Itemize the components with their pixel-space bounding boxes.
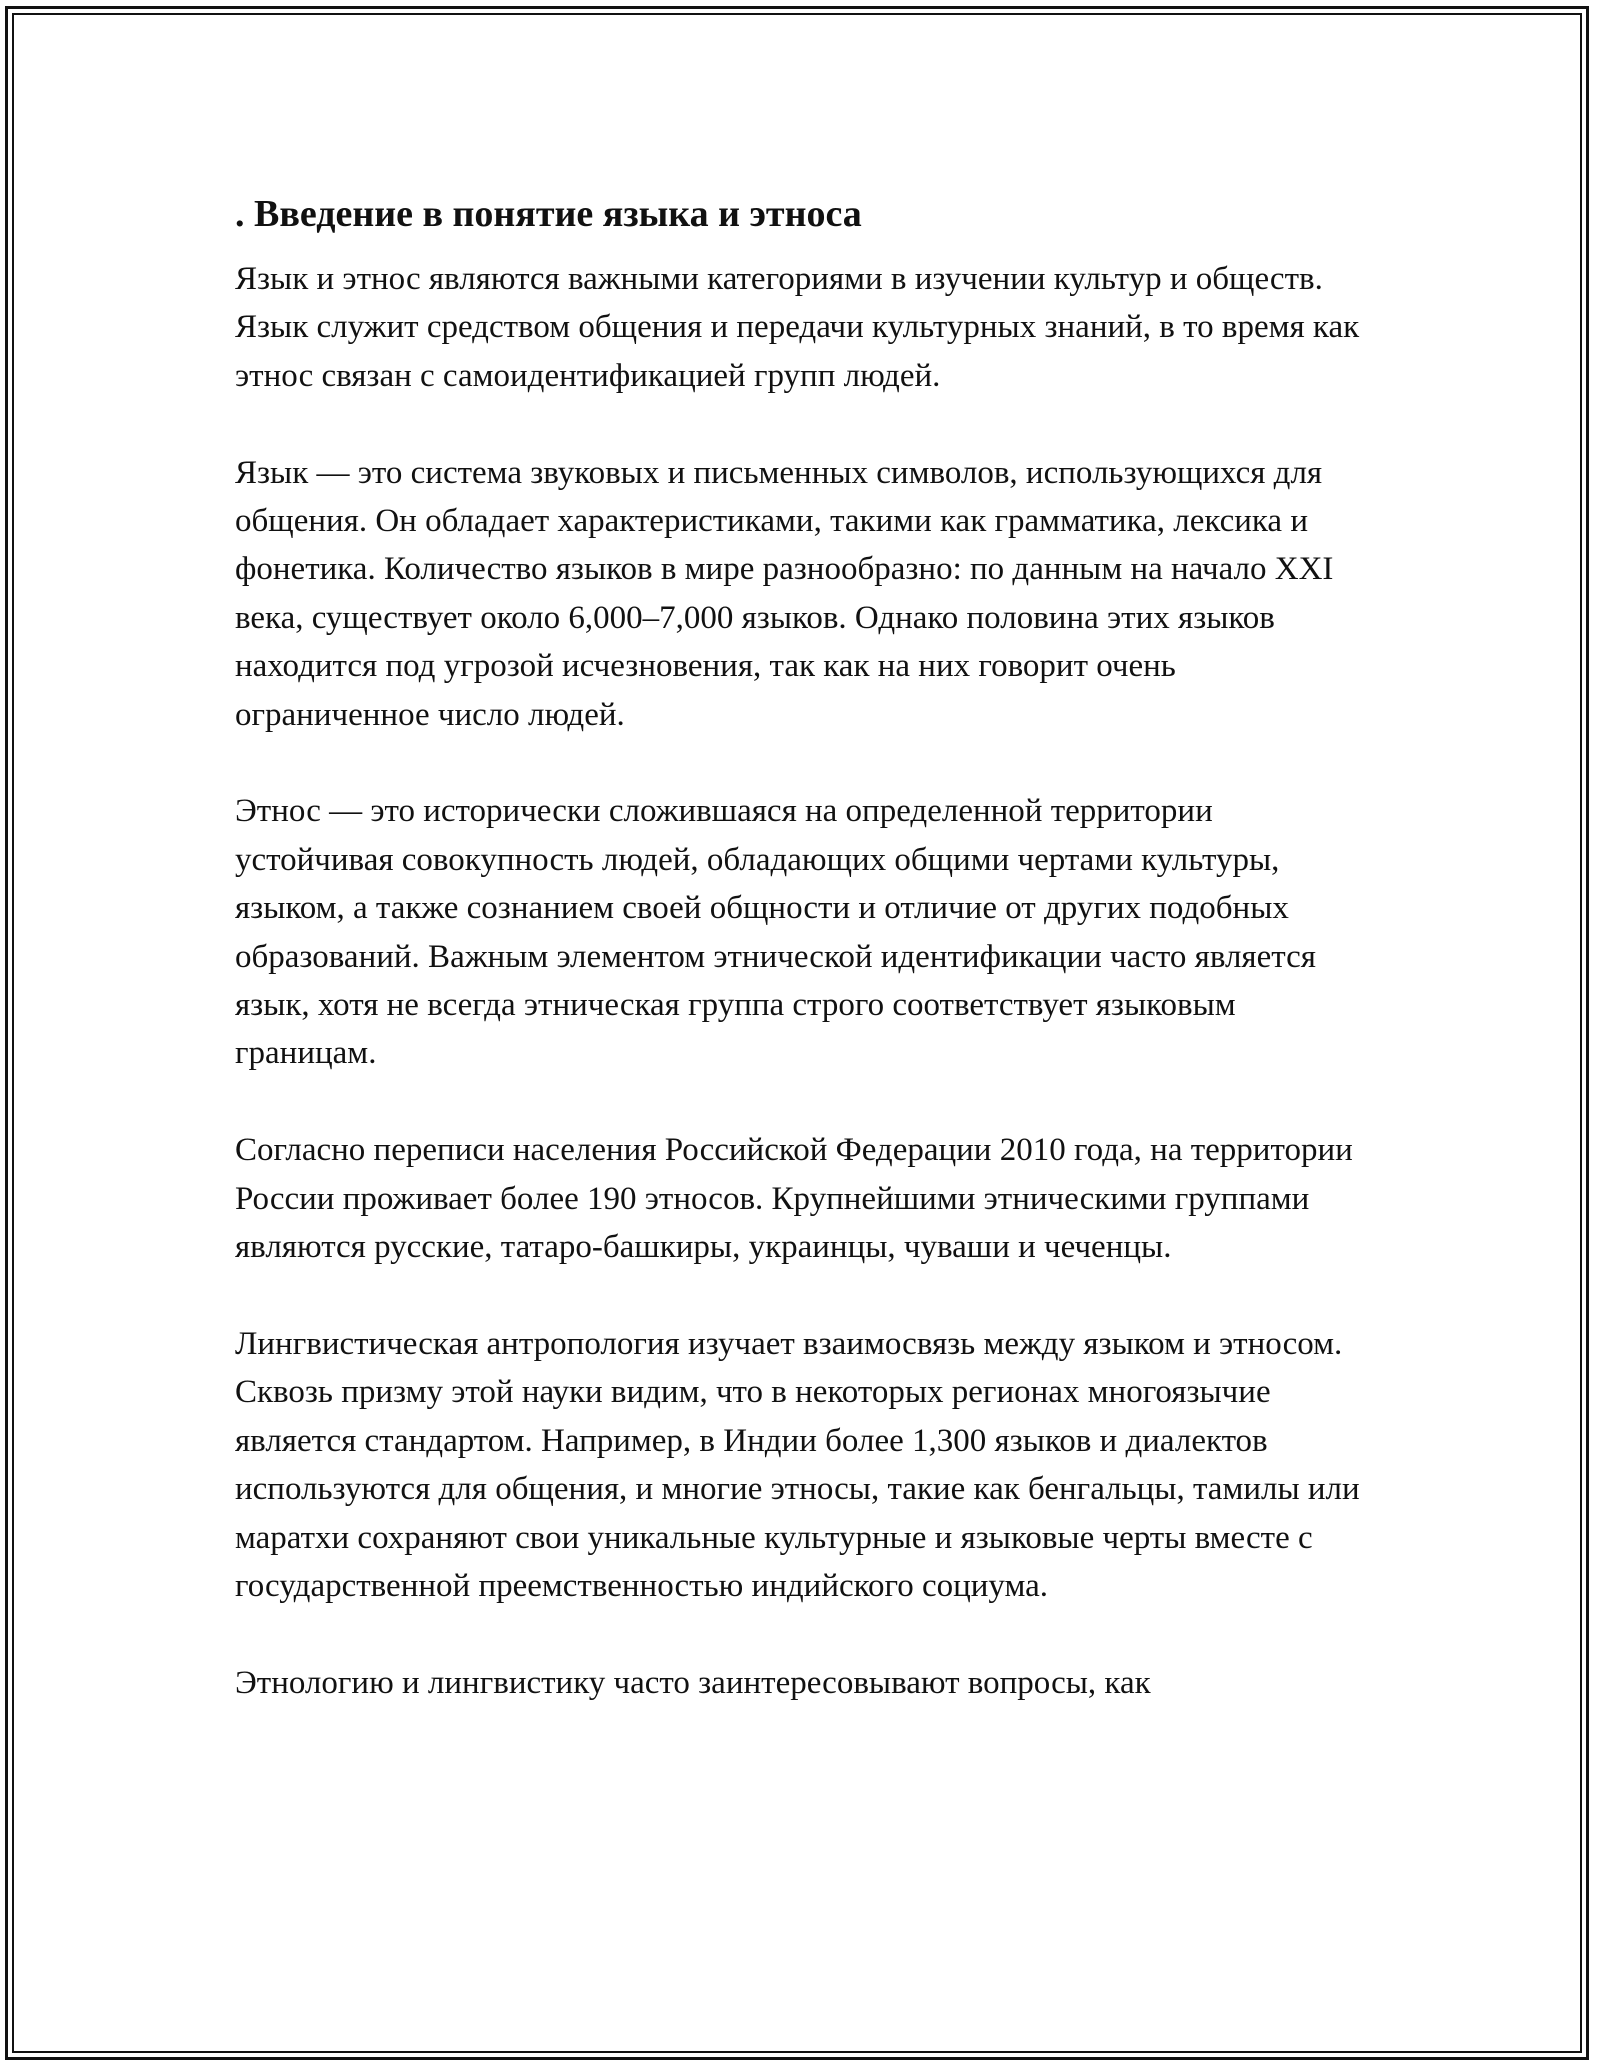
document-body [235,185,1375,1756]
paragraph-3: Этнос — это исторически сложившаяся на определенной территории устойчивая совокупность людей, обладающих общими чертами культуры, языком, а также сознанием своей общности и отличие от других подобных образований. Важным элементом этнической идентификации часто является язык, хотя не всегда этническая группа строго соответствует языковым границам. [235,793,1316,1072]
paragraph-4: Согласно переписи населения Российской Федерации 2010 года, на территории России проживает более 190 этносов. Крупнейшими этническими группами являются русские, татаро-башкиры, украинцы, чуваши и чеченцы. [235,1132,1353,1266]
paragraph-1: Язык и этнос являются важными категориями в изучении культур и обществ. Язык служит средством общения и передачи культурных знаний, в то время как этнос связан с самоидентификацией групп людей. [235,261,1360,394]
paragraph-6: Этнологию и лингвистику часто заинтересовывают вопросы, как [235,1664,1151,1701]
paragraph-5: Лингвистическая антропология изучает взаимосвязь между языком и этносом. Сквозь призму этой науки видим, что в некоторых регионах многоязычие является стандартом. Например, в Индии более 1,300 языков и диалектов используются для общения, и многие этносы, такие как бенгальцы, тамилы или маратхи сохраняют свои уникальные культурные и языковые черты вместе с государственной преемственностью индийского социума. [235,1325,1360,1604]
paragraph-2: Язык — это система звуковых и письменных символов, использующихся для общения. Он обладает характеристиками, такими как грамматика, лексика и фонетика. Количество языков в мире разнообразно: по данным на начало XXI века, существует около 6,000–7,000 языков. Однако половина этих языков находится под угрозой исчезновения, так как на них говорит очень ограниченное число людей. [235,454,1334,733]
section-heading: . Введение в понятие языка и этноса [235,193,862,235]
